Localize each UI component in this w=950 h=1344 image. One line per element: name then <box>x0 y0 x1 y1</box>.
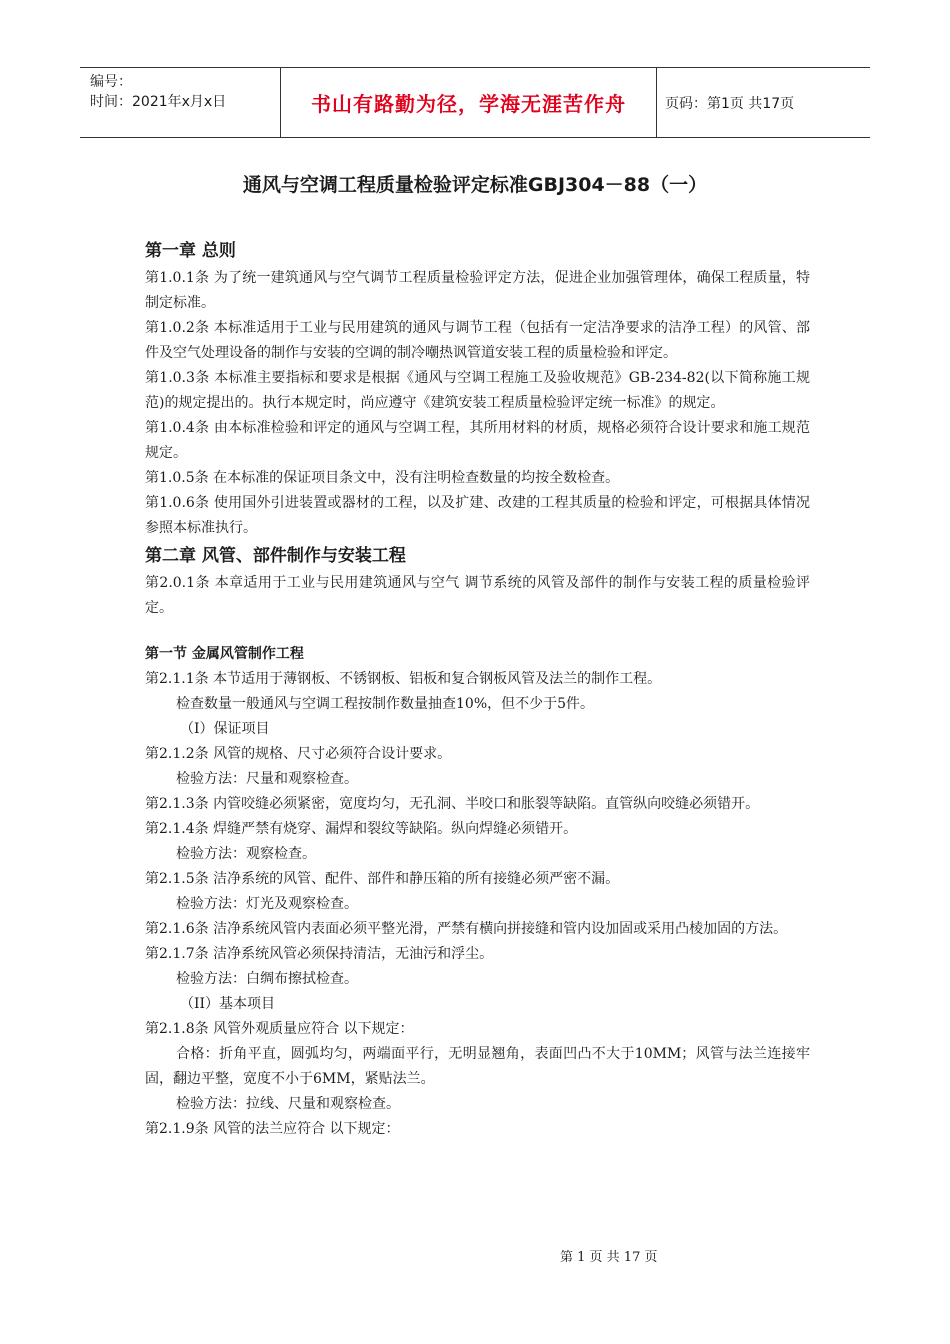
clause-2-1-9: 第2.1.9条 风管的法兰应符合 以下规定： <box>145 1121 400 1137</box>
pass-criteria: 合格：折角平直，圆弧均匀，两端面平行，无明显翘角，表面凹凸不大于10MM；风管与法兰连接牢固，翻边平整，宽度不小于6MM，紧贴法兰。 <box>145 1046 810 1087</box>
inspection-quantity: 检查数量一般通风与空调工程按制作数量抽查10%，但不少于5件。 <box>176 696 595 712</box>
document-body <box>145 236 810 1142</box>
clause-2-1-6: 第2.1.6条 洁净系统风管内表面必须平整光滑，严禁有横向拼接缝和管内设加固或采用凸棱加固的方法。 <box>145 921 788 937</box>
clause-2-1-7: 第2.1.7条 洁净系统风管必须保持清洁，无油污和浮尘。 <box>145 946 494 962</box>
inspection-method: 检验方法：灯光及观察检查。 <box>176 896 358 912</box>
clause-1-0-3: 第1.0.3条 本标准主要指标和要求是根据《通风与空调工程施工及验收规范》GB-234-82(以下简称施工规范)的规定提出的。执行本规定时，尚应遵守《建筑安装工程质量检验评定统一标准》的规定。 <box>145 370 810 411</box>
clause-2-1-5: 第2.1.5条 洁净系统的风管、配件、部件和静压箱的所有接缝必须严密不漏。 <box>145 871 620 887</box>
inspection-method: 检验方法：观察检查。 <box>176 846 316 862</box>
motto: 书山有路勤为径，学海无涯苦作舟 <box>280 68 657 137</box>
clause-2-1-2: 第2.1.2条 风管的规格、尺寸必须符合设计要求。 <box>145 746 452 762</box>
inspection-method: 检验方法：尺量和观察检查。 <box>176 771 358 787</box>
document-title: 通风与空调工程质量检验评定标准GBJ304－88（一） <box>242 174 708 196</box>
page-footer: 第 1 页 共 17 页 <box>560 1250 658 1265</box>
date-label: 时间：2021年x月x日 <box>90 94 227 110</box>
inspection-method: 检验方法：白绸布擦拭检查。 <box>176 971 358 987</box>
chapter-2-title: 第二章 风管、部件制作与安装工程 <box>145 546 406 566</box>
inspection-method: 检验方法：拉线、尺量和观察检查。 <box>176 1096 400 1112</box>
number-label: 编号： <box>90 74 132 90</box>
clause-2-0-1: 第2.0.1条 本章适用于工业与民用建筑通风与空气 调节系统的风管及部件的制作与安装工程的质量检验评定。 <box>145 575 810 616</box>
clause-2-1-1: 第2.1.1条 本节适用于薄钢板、不锈钢板、铝板和复合钢板风管及法兰的制作工程。 <box>145 671 662 687</box>
clause-2-1-8: 第2.1.8条 风管外观质量应符合 以下规定： <box>145 1021 414 1037</box>
page-info: 页码：第1页 共17页 <box>665 95 795 112</box>
basic-items-heading: （II）基本项目 <box>180 996 276 1012</box>
clause-2-1-3: 第2.1.3条 内管咬缝必须紧密，宽度均匀，无孔洞、半咬口和胀裂等缺陷。直管纵向咬缝必须错开。 <box>145 796 760 812</box>
clause-2-1-4: 第2.1.4条 焊缝严禁有烧穿、漏焊和裂纹等缺陷。纵向焊缝必须错开。 <box>145 821 578 837</box>
clause-1-0-1: 第1.0.1条 为了统一建筑通风与空气调节工程质量检验评定方法，促进企业加强管理体，确保工程质量，特制定标准。 <box>145 270 810 311</box>
clause-1-0-6: 第1.0.6条 使用国外引进装置或器材的工程，以及扩建、改建的工程其质量的检验和评定，可根据具体情况参照本标准执行。 <box>145 495 810 536</box>
section-1-title: 第一节 金属风管制作工程 <box>145 646 304 662</box>
header-meta <box>80 68 280 137</box>
clause-1-0-5: 第1.0.5条 在本标准的保证项目条文中，没有注明检查数量的均按全数检查。 <box>145 470 620 486</box>
guarantee-items-heading: （I）保证项目 <box>180 721 270 737</box>
clause-1-0-2: 第1.0.2条 本标准适用于工业与民用建筑的通风与调节工程（包括有一定洁净要求的洁净工程）的风管、部件及空气处理设备的制作与安装的空调的制冷嘲热讽管道安装工程的质量检验和评定。 <box>145 320 810 361</box>
clause-1-0-4: 第1.0.4条 由本标准检验和评定的通风与空调工程，其所用材料的材质，规格必须符合设计要求和施工规范规定。 <box>145 420 810 461</box>
header-table <box>80 67 870 138</box>
chapter-1-title: 第一章 总则 <box>145 241 236 261</box>
